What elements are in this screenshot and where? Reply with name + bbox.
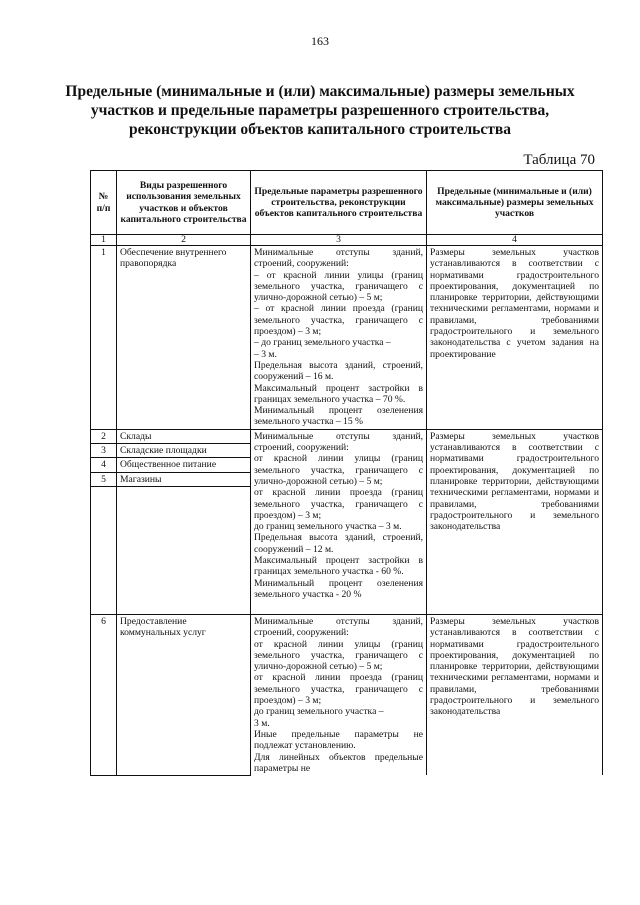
row-params <box>251 429 427 614</box>
column-number: 2 <box>117 235 251 246</box>
row-sizes: Размеры земельных участков устанавливаются в соответствии с нормативами градостроительного проектирования, документацией по планировке территории, действующими техническими регламентами, нормами и правилами, требованиями градостроительного и земельного законодательства <box>427 614 603 775</box>
column-number: 3 <box>251 235 427 246</box>
row-kind: Обеспечение внутреннего правопорядка <box>117 246 251 430</box>
header-sizes: Предельные (минимальные и (или) максимальные) размеры земельных участков <box>427 171 603 235</box>
row-number: 5 <box>91 472 117 486</box>
row-number: 2 <box>91 429 117 443</box>
row-params <box>251 246 427 430</box>
regulations-table <box>90 170 603 776</box>
column-number-row <box>91 235 603 246</box>
page-title: Предельные (минимальные и (или) максимальные) размеры земельных участков и предельные параметры разрешенного строительства, реконструкции объектов капитального строительства <box>65 83 575 138</box>
row-number: 4 <box>91 458 117 472</box>
row-params-text: Минимальные отступы зданий, строений, сооружений: – от красной линии улицы (границ земельного участка, граничащего с улично-дорожной сетью) – 5 м; – от красной линии проезда (границ земельного участка, граничащего с проездом) – 3 м; – до границ земельного участка – – 3 м. Предельная высота зданий, строений, сооружений – 16 м. Максимальный процент застройки в границах земельного участка – 70 %. Минимальный процент озеленения земельного участка – 15 % <box>254 247 423 428</box>
table-label: Таблица 70 <box>523 152 595 168</box>
row-sizes: Размеры земельных участков устанавливаются в соответствии с нормативами градостроительного проектирования, документацией по планировке территории, действующими техническими регламентами, нормами и правилами, требованиями градостроительного и земельного законодательства с учетом задания на проектирование <box>427 246 603 430</box>
table-row <box>91 614 603 775</box>
row-kind: Склады <box>117 429 251 443</box>
row-params-text: Минимальные отступы зданий, строений, сооружений: от красной линии улицы (границ земельного участка, граничащего с улично-дорожной сетью) – 5 м; от красной линии проезда (границ земельного участка, граничащего с проездом) – 3 м; до границ земельного участка – 3 м. Предельная высота зданий, строений, сооружений – 12 м. Максимальный процент застройки в границах земельного участка - 60 %. Минимальный процент озеленения земельного участка - 20 % <box>254 430 423 600</box>
row-sizes: Размеры земельных участков устанавливаются в соответствии с нормативами градостроительного проектирования, документацией по планировке территории, действующими техническими регламентами, нормами и правилами, требованиями градостроительного и земельного законодательства <box>427 429 603 614</box>
row-kind: Складские площадки <box>117 444 251 458</box>
row-kind: Магазины <box>117 472 251 486</box>
header-row <box>91 171 603 235</box>
row-kind: Предоставление коммунальных услуг <box>117 614 251 775</box>
table-row <box>91 429 603 443</box>
row-number: 1 <box>91 246 117 430</box>
column-number: 4 <box>427 235 603 246</box>
row-params <box>251 614 427 775</box>
table-row <box>91 246 603 430</box>
row-number: 6 <box>91 614 117 775</box>
header-params: Предельные параметры разрешенного строительства, реконструкции объектов капитального строительства <box>251 171 427 235</box>
row-params-text: Минимальные отступы зданий, строений, сооружений: от красной линии улицы (границ земельного участка, граничащего с улично-дорожной сетью) – 5 м; от красной линии проезда (границ земельного участка, граничащего с проездом) – 3 м; до границ земельного участка – 3 м. Иные предельные параметры не подлежат установлению. Для линейных объектов предельные параметры не <box>254 615 423 774</box>
row-number: 3 <box>91 444 117 458</box>
column-number: 1 <box>91 235 117 246</box>
header-kind: Виды разрешенного использования земельных участков и объектов капитального строительства <box>117 171 251 235</box>
header-number: № п/п <box>91 171 117 235</box>
page-number: 163 <box>311 34 329 48</box>
row-kind: Общественное питание <box>117 458 251 472</box>
